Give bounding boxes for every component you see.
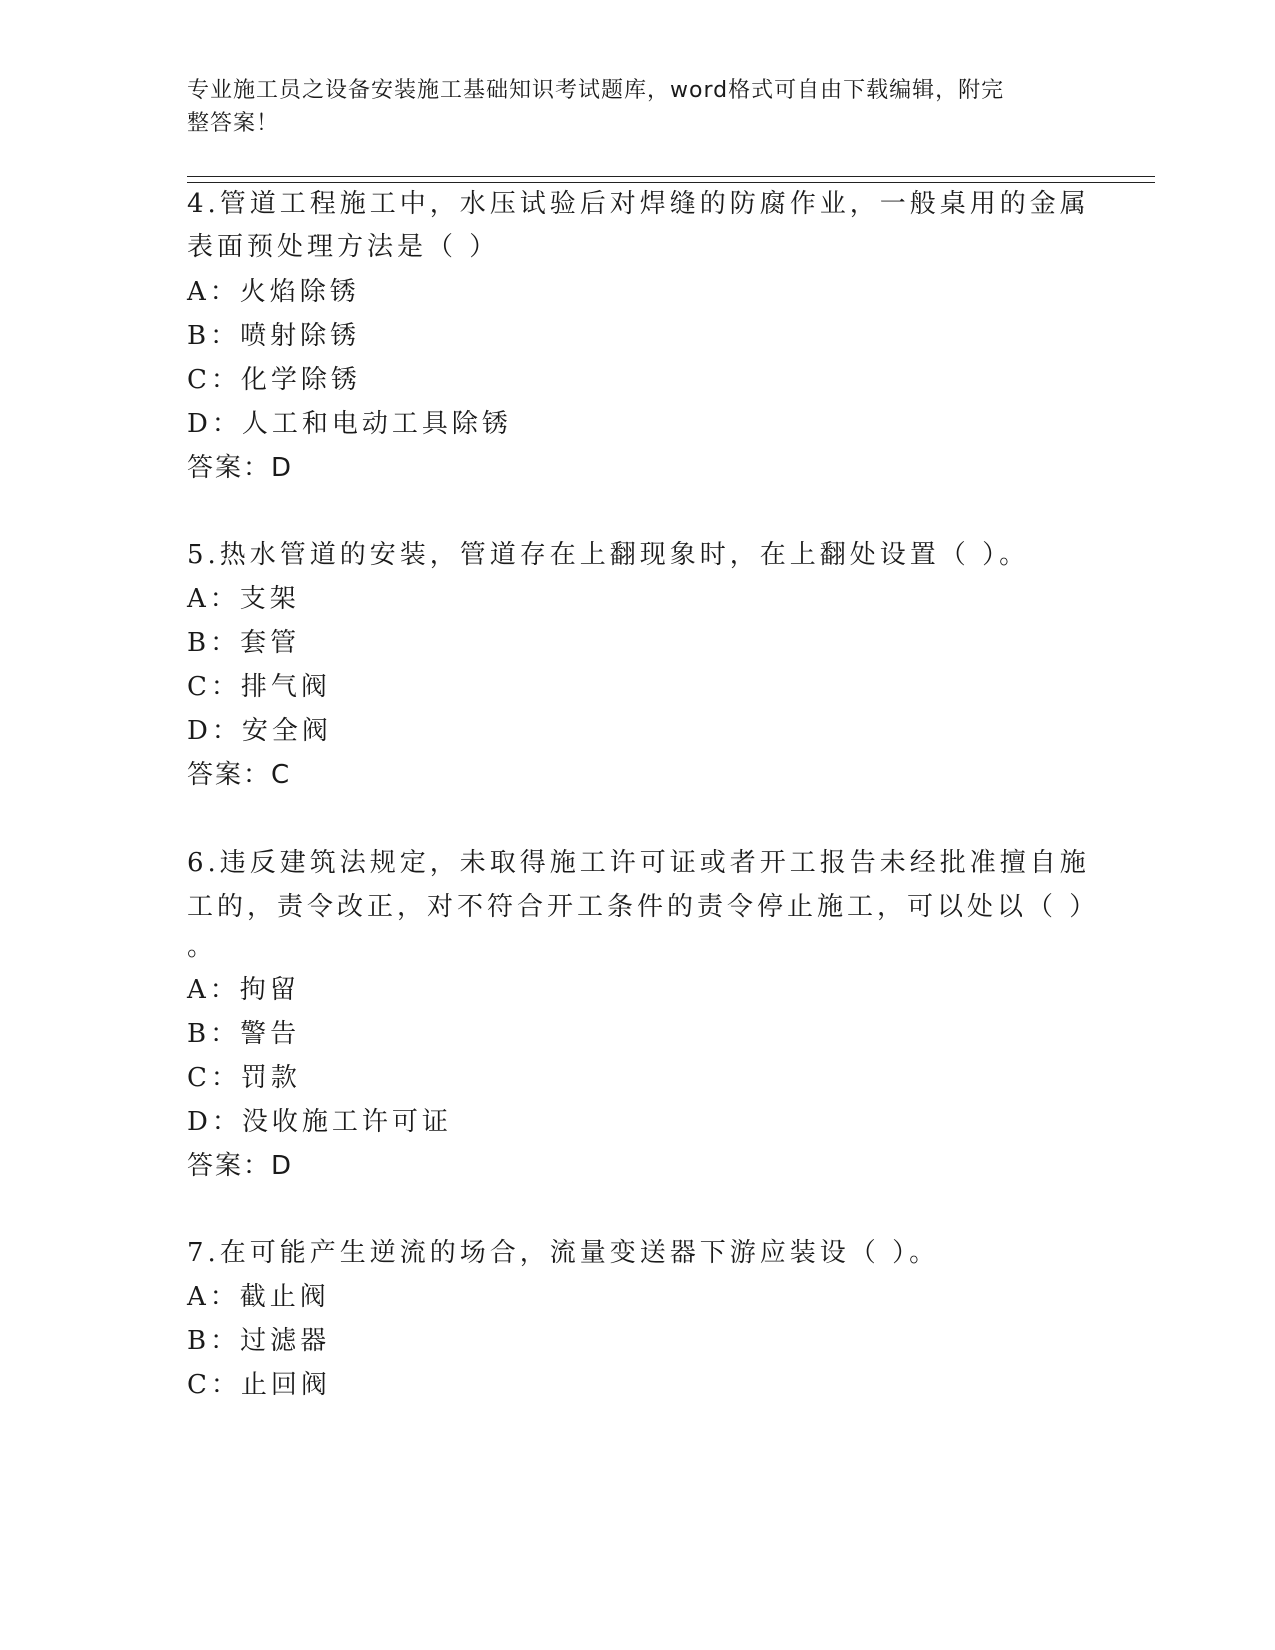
header-rule-bottom <box>187 182 1155 183</box>
option-b: B：过滤器 <box>187 1326 331 1356</box>
question-stem-line: 7.在可能产生逆流的场合，流量变送器下游应装设（ ）。 <box>187 1238 940 1268</box>
answer-line: 答案：D <box>187 1151 294 1181</box>
option-d: D：没收施工许可证 <box>187 1107 452 1137</box>
question-stem-line: 。 <box>187 932 214 962</box>
option-d: D：人工和电动工具除锈 <box>187 409 512 439</box>
option-c: C：排气阀 <box>187 672 331 702</box>
option-b: B：套管 <box>187 628 301 658</box>
header-line-1: 专业施工员之设备安装施工基础知识考试题库，word格式可自由下载编辑，附完 <box>187 78 1005 103</box>
document-header <box>187 74 1067 140</box>
option-a: A：截止阀 <box>187 1282 330 1312</box>
option-a: A：拘留 <box>187 975 300 1005</box>
header-line-2: 整答案！ <box>187 111 280 136</box>
option-b: B：喷射除锈 <box>187 321 361 351</box>
question-stem-line: 5.热水管道的安装，管道存在上翻现象时，在上翻处设置（ ）。 <box>187 540 1030 570</box>
answer-line: 答案：C <box>187 760 292 790</box>
option-a: A：火焰除锈 <box>187 277 360 307</box>
option-d: D：安全阀 <box>187 716 332 746</box>
question-stem-line: 表面预处理方法是（ ） <box>187 232 500 262</box>
option-a: A：支架 <box>187 584 300 614</box>
header-rule-top <box>187 176 1155 177</box>
question-stem-line: 4.管道工程施工中，水压试验后对焊缝的防腐作业，一般桌用的金属 <box>187 189 1090 219</box>
option-c: C：止回阀 <box>187 1370 331 1400</box>
question-stem-line: 工的，责令改正，对不符合开工条件的责令停止施工，可以处以（ ） <box>187 892 1100 922</box>
option-b: B：警告 <box>187 1019 301 1049</box>
option-c: C：化学除锈 <box>187 365 361 395</box>
answer-line: 答案：D <box>187 453 294 483</box>
option-c: C：罚款 <box>187 1063 301 1093</box>
question-stem-line: 6.违反建筑法规定，未取得施工许可证或者开工报告未经批准擅自施 <box>187 848 1090 878</box>
